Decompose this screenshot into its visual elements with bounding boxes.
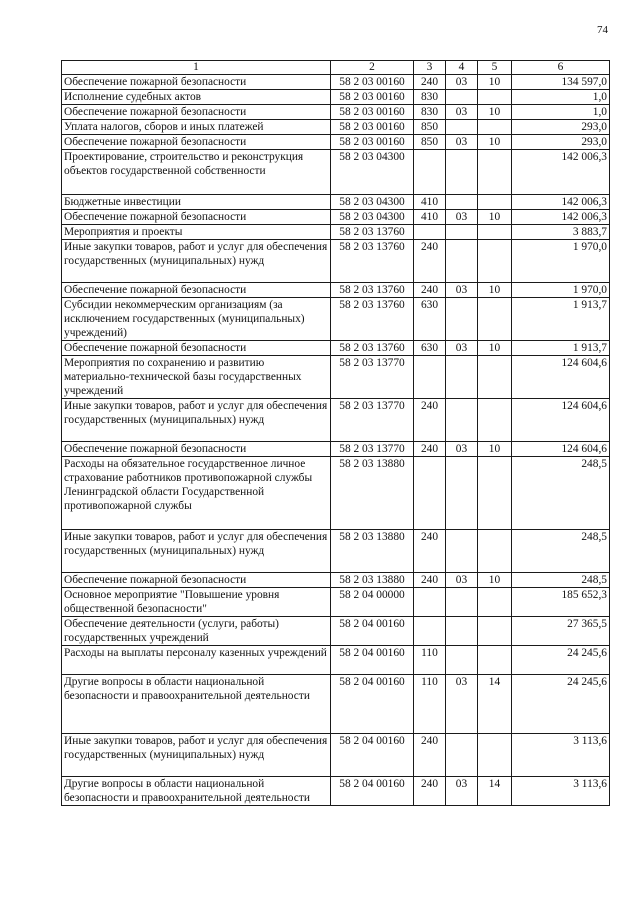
cell-target-code: 58 2 03 00160 [331, 135, 414, 150]
cell-subsection [478, 646, 512, 675]
cell-section [446, 225, 478, 240]
cell-name: Обеспечение деятельности (услуги, работы) государственных учреждений [62, 617, 331, 646]
cell-expense-type: 830 [414, 105, 446, 120]
cell-name: Иные закупки товаров, работ и услуг для обеспечения государственных (муниципальных) нужд [62, 530, 331, 573]
cell-target-code: 58 2 03 13880 [331, 573, 414, 588]
cell-target-code: 58 2 03 13770 [331, 399, 414, 442]
header-col-3: 3 [414, 61, 446, 75]
cell-name: Бюджетные инвестиции [62, 195, 331, 210]
table-row [62, 120, 610, 135]
cell-amount: 1 970,0 [512, 240, 610, 283]
cell-name: Обеспечение пожарной безопасности [62, 442, 331, 457]
cell-amount: 1 913,7 [512, 298, 610, 341]
cell-section: 03 [446, 341, 478, 356]
cell-expense-type: 110 [414, 675, 446, 734]
cell-section: 03 [446, 105, 478, 120]
cell-expense-type: 240 [414, 734, 446, 777]
cell-subsection: 14 [478, 777, 512, 806]
cell-amount: 24 245,6 [512, 646, 610, 675]
cell-target-code: 58 2 04 00160 [331, 617, 414, 646]
cell-section [446, 588, 478, 617]
table-row [62, 573, 610, 588]
cell-subsection [478, 457, 512, 530]
cell-name: Иные закупки товаров, работ и услуг для обеспечения государственных (муниципальных) нужд [62, 399, 331, 442]
cell-name: Проектирование, строительство и реконструкция объектов государственной собственности [62, 150, 331, 195]
cell-subsection: 10 [478, 341, 512, 356]
table-row [62, 442, 610, 457]
cell-name: Другие вопросы в области национальной безопасности и правоохранительной деятельности [62, 777, 331, 806]
cell-expense-type: 110 [414, 646, 446, 675]
table-row [62, 298, 610, 341]
table-row [62, 675, 610, 734]
cell-amount: 124 604,6 [512, 399, 610, 442]
cell-target-code: 58 2 03 04300 [331, 195, 414, 210]
cell-amount: 3 113,6 [512, 734, 610, 777]
table-row [62, 457, 610, 530]
cell-amount: 248,5 [512, 457, 610, 530]
cell-section [446, 646, 478, 675]
cell-amount: 134 597,0 [512, 75, 610, 90]
cell-target-code: 58 2 03 00160 [331, 90, 414, 105]
cell-subsection [478, 356, 512, 399]
table-row [62, 150, 610, 195]
cell-target-code: 58 2 03 00160 [331, 105, 414, 120]
cell-expense-type: 410 [414, 210, 446, 225]
cell-target-code: 58 2 03 13760 [331, 341, 414, 356]
cell-subsection [478, 588, 512, 617]
cell-section [446, 457, 478, 530]
cell-subsection: 10 [478, 75, 512, 90]
cell-target-code: 58 2 03 13760 [331, 225, 414, 240]
cell-subsection [478, 734, 512, 777]
cell-section [446, 298, 478, 341]
cell-expense-type: 630 [414, 298, 446, 341]
cell-expense-type: 240 [414, 240, 446, 283]
cell-target-code: 58 2 03 13760 [331, 240, 414, 283]
cell-section [446, 399, 478, 442]
budget-table [61, 60, 610, 806]
cell-section [446, 240, 478, 283]
table-row [62, 399, 610, 442]
cell-target-code: 58 2 03 00160 [331, 120, 414, 135]
cell-subsection [478, 530, 512, 573]
header-col-5: 5 [478, 61, 512, 75]
header-col-6: 6 [512, 61, 610, 75]
cell-name: Обеспечение пожарной безопасности [62, 105, 331, 120]
cell-amount: 124 604,6 [512, 356, 610, 399]
cell-expense-type [414, 457, 446, 530]
cell-name: Обеспечение пожарной безопасности [62, 341, 331, 356]
cell-amount: 1,0 [512, 105, 610, 120]
cell-section: 03 [446, 283, 478, 298]
cell-subsection [478, 399, 512, 442]
cell-subsection: 10 [478, 210, 512, 225]
cell-section [446, 195, 478, 210]
cell-name: Расходы на выплаты персоналу казенных учреждений [62, 646, 331, 675]
table-row [62, 195, 610, 210]
cell-expense-type [414, 356, 446, 399]
cell-target-code: 58 2 04 00000 [331, 588, 414, 617]
table-row [62, 210, 610, 225]
cell-target-code: 58 2 03 04300 [331, 210, 414, 225]
cell-expense-type: 410 [414, 195, 446, 210]
cell-name: Обеспечение пожарной безопасности [62, 283, 331, 298]
cell-subsection: 10 [478, 105, 512, 120]
table-row [62, 283, 610, 298]
cell-name: Обеспечение пожарной безопасности [62, 135, 331, 150]
cell-subsection [478, 195, 512, 210]
cell-amount: 24 245,6 [512, 675, 610, 734]
table-row [62, 341, 610, 356]
cell-subsection: 10 [478, 573, 512, 588]
table-row [62, 135, 610, 150]
table-row [62, 75, 610, 90]
page-number: 74 [597, 24, 608, 36]
cell-amount: 27 365,5 [512, 617, 610, 646]
cell-name: Мероприятия и проекты [62, 225, 331, 240]
cell-expense-type: 240 [414, 530, 446, 573]
cell-subsection [478, 225, 512, 240]
cell-section [446, 150, 478, 195]
cell-subsection: 10 [478, 135, 512, 150]
cell-subsection [478, 298, 512, 341]
cell-subsection [478, 90, 512, 105]
cell-subsection: 14 [478, 675, 512, 734]
cell-target-code: 58 2 04 00160 [331, 675, 414, 734]
cell-expense-type [414, 588, 446, 617]
cell-target-code: 58 2 04 00160 [331, 777, 414, 806]
cell-subsection [478, 240, 512, 283]
cell-amount: 142 006,3 [512, 150, 610, 195]
cell-section [446, 120, 478, 135]
cell-expense-type: 240 [414, 283, 446, 298]
cell-name: Уплата налогов, сборов и иных платежей [62, 120, 331, 135]
cell-expense-type: 240 [414, 75, 446, 90]
cell-expense-type: 630 [414, 341, 446, 356]
table-row [62, 225, 610, 240]
cell-name: Мероприятия по сохранению и развитию материально-технической базы государственных учреждений [62, 356, 331, 399]
header-col-4: 4 [446, 61, 478, 75]
cell-section: 03 [446, 573, 478, 588]
cell-section [446, 90, 478, 105]
cell-name: Исполнение судебных актов [62, 90, 331, 105]
cell-expense-type: 850 [414, 135, 446, 150]
header-col-1: 1 [62, 61, 331, 75]
cell-section [446, 530, 478, 573]
cell-name: Основное мероприятие "Повышение уровня общественной безопасности" [62, 588, 331, 617]
table-row [62, 240, 610, 283]
cell-target-code: 58 2 03 13760 [331, 298, 414, 341]
cell-expense-type: 240 [414, 442, 446, 457]
cell-section: 03 [446, 675, 478, 734]
cell-amount: 185 652,3 [512, 588, 610, 617]
cell-section: 03 [446, 777, 478, 806]
cell-target-code: 58 2 03 13880 [331, 457, 414, 530]
cell-amount: 142 006,3 [512, 195, 610, 210]
cell-section: 03 [446, 210, 478, 225]
cell-target-code: 58 2 03 04300 [331, 150, 414, 195]
table-row [62, 777, 610, 806]
cell-subsection: 10 [478, 442, 512, 457]
cell-name: Субсидии некоммерческим организациям (за исключением государственных (муниципальных) учреждений) [62, 298, 331, 341]
cell-amount: 248,5 [512, 573, 610, 588]
cell-amount: 3 883,7 [512, 225, 610, 240]
cell-target-code: 58 2 04 00160 [331, 646, 414, 675]
cell-name: Иные закупки товаров, работ и услуг для обеспечения государственных (муниципальных) нужд [62, 240, 331, 283]
cell-subsection [478, 120, 512, 135]
header-row [62, 61, 610, 75]
cell-section [446, 617, 478, 646]
cell-amount: 1 970,0 [512, 283, 610, 298]
cell-amount: 124 604,6 [512, 442, 610, 457]
cell-section: 03 [446, 442, 478, 457]
cell-section: 03 [446, 135, 478, 150]
table-row [62, 588, 610, 617]
table-row [62, 617, 610, 646]
table-row [62, 530, 610, 573]
cell-section: 03 [446, 75, 478, 90]
cell-subsection [478, 150, 512, 195]
header-col-2: 2 [331, 61, 414, 75]
cell-name: Расходы на обязательное государственное личное страхование работников противопожарной службы Ленинградской области Государственной противопожарной службы [62, 457, 331, 530]
cell-target-code: 58 2 03 00160 [331, 75, 414, 90]
cell-amount: 142 006,3 [512, 210, 610, 225]
table-row [62, 356, 610, 399]
cell-amount: 1,0 [512, 90, 610, 105]
cell-amount: 293,0 [512, 135, 610, 150]
cell-subsection [478, 617, 512, 646]
cell-expense-type [414, 225, 446, 240]
cell-section [446, 734, 478, 777]
cell-name: Обеспечение пожарной безопасности [62, 210, 331, 225]
cell-amount: 3 113,6 [512, 777, 610, 806]
cell-name: Иные закупки товаров, работ и услуг для обеспечения государственных (муниципальных) нужд [62, 734, 331, 777]
cell-target-code: 58 2 04 00160 [331, 734, 414, 777]
cell-name: Обеспечение пожарной безопасности [62, 75, 331, 90]
cell-expense-type: 850 [414, 120, 446, 135]
cell-target-code: 58 2 03 13770 [331, 356, 414, 399]
cell-amount: 1 913,7 [512, 341, 610, 356]
cell-name: Другие вопросы в области национальной безопасности и правоохранительной деятельности [62, 675, 331, 734]
cell-expense-type [414, 617, 446, 646]
cell-target-code: 58 2 03 13760 [331, 283, 414, 298]
cell-expense-type: 240 [414, 573, 446, 588]
cell-amount: 248,5 [512, 530, 610, 573]
table-row [62, 646, 610, 675]
cell-target-code: 58 2 03 13880 [331, 530, 414, 573]
table-row [62, 105, 610, 120]
table-row [62, 90, 610, 105]
cell-target-code: 58 2 03 13770 [331, 442, 414, 457]
cell-name: Обеспечение пожарной безопасности [62, 573, 331, 588]
cell-expense-type [414, 150, 446, 195]
cell-subsection: 10 [478, 283, 512, 298]
cell-expense-type: 240 [414, 399, 446, 442]
cell-expense-type: 240 [414, 777, 446, 806]
table-body [62, 75, 610, 806]
cell-section [446, 356, 478, 399]
cell-expense-type: 830 [414, 90, 446, 105]
table-row [62, 734, 610, 777]
cell-amount: 293,0 [512, 120, 610, 135]
